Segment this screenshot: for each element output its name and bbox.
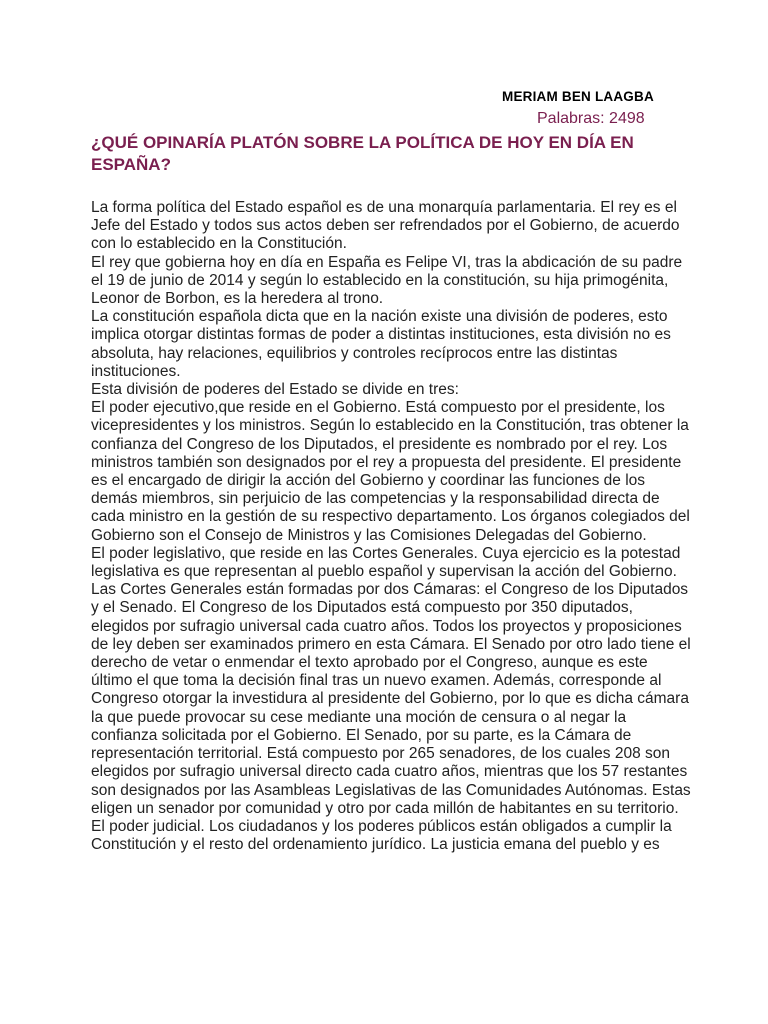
document-body: [91, 199, 691, 854]
document-title: ¿QUÉ OPINARÍA PLATÓN SOBRE LA POLÍTICA DE HOY EN DÍA EN ESPAÑA?: [91, 133, 634, 174]
paragraph-7: El poder judicial. Los ciudadanos y los poderes públicos están obligados a cumplir la Constitución y el resto del ordenamiento jurídico. La justicia emana del pueblo y es: [91, 817, 672, 854]
author-name: MERIAM BEN LAAGBA: [502, 89, 654, 104]
paragraph-1: La forma política del Estado español es de una monarquía parlamentaria. El rey es el Jefe del Estado y todos sus actos deben ser refrendados por el Gobierno, de acuerdo con lo establecido en la Constitución.: [91, 199, 680, 253]
paragraph-5: El poder ejecutivo,que reside en el Gobierno. Está compuesto por el presidente, los vicepresidentes y los ministros. Según lo establecido en la Constitución, tras obtener la confianza del Congreso de los Diputados, el presidente es nombrado por el rey. Los ministros también son designados por el rey a propuesta del presidente. El presidente es el encargado de dirigir la acción del Gobierno y coordinar las funciones de los demás miembros, sin perjuicio de las competencias y la responsabilidad directa de cada ministro en la gestión de su respectivo departamento. Los órganos colegiados del Gobierno son el Consejo de Ministros y las Comisiones Delegadas del Gobierno.: [91, 399, 690, 544]
word-count: Palabras: 2498: [537, 110, 645, 127]
paragraph-2: El rey que gobierna hoy en día en España es Felipe VI, tras la abdicación de su padre el 19 de junio de 2014 y según lo establecido en la constitución, su hija primogénita, Leonor de Borbon, es la heredera al trono.: [91, 253, 683, 308]
paragraph-3: La constitución española dicta que en la nación existe una división de poderes, esto implica otorgar distintas formas de poder a distintas instituciones, esta división no es absoluta, hay relaciones, equilibrios y controles recíprocos entre las distintas instituciones.: [91, 308, 671, 380]
paragraph-6: El poder legislativo, que reside en las Cortes Generales. Cuya ejercicio es la potestad legislativa es que representan al pueblo español y supervisan la acción del Gobierno. Las Cortes Generales están formadas por dos Cámaras: el Congreso de los Diputados y el Senado. El Congreso de los Diputados está compuesto por 350 diputados, elegidos por sufragio universal cada cuatro años. Todos los proyectos y proposiciones de ley deben ser examinados primero en esta Cámara. El Senado por otro lado tiene el derecho de vetar o enmendar el texto aprobado por el Congreso, aunque es este último el que toma la decisión final tras un nuevo examen. Además, corresponde al Congreso otorgar la investidura al presidente del Gobierno, por lo que es dicha cámara la que puede provocar su cese mediante una moción de censura o al negar la confianza solicitada por el Gobierno. El Senado, por su parte, es la Cámara de representación territorial. Está compuesto por 265 senadores, de los cuales 208 son elegidos por sufragio universal directo cada cuatro años, mientras que los 57 restantes son designados por las Asambleas Legislativas de las Comunidades Autónomas. Estas eligen un senador por comunidad y otro por cada millón de habitantes en su territorio.: [91, 544, 691, 817]
paragraph-4: Esta división de poderes del Estado se divide en tres:: [91, 381, 459, 399]
